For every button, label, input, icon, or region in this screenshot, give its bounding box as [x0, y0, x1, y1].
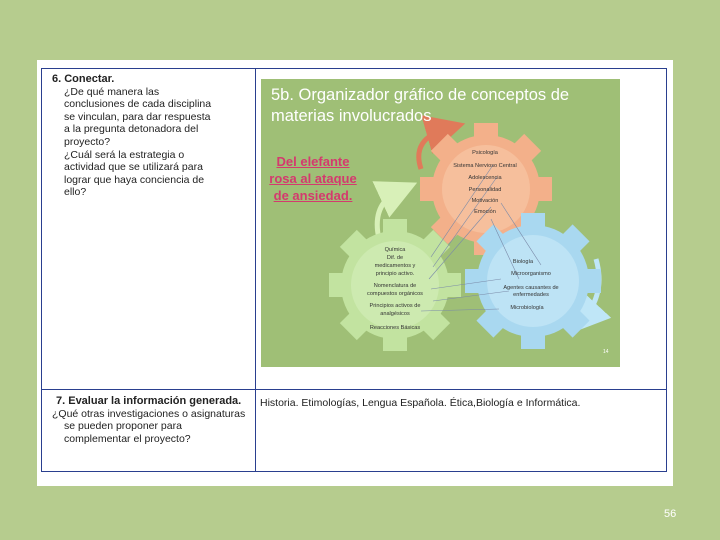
slide-highlight-line: rosa al ataque — [269, 171, 357, 186]
section-6-line: proyecto? — [64, 135, 111, 148]
section-6-line: ello? — [64, 186, 87, 199]
page-number: 56 — [664, 508, 677, 520]
green-gear-label: Química — [384, 247, 406, 253]
section-6-line: ¿De qué manera las — [64, 85, 160, 98]
document-page — [37, 60, 673, 486]
blue-gear-label: enfermedades — [513, 292, 549, 298]
section-6-line: actividad que se utilizará para — [64, 161, 203, 174]
blue-gear-label: Agentes causantes de — [503, 285, 559, 291]
section-6-line: se vinculan, para dar respuesta — [64, 110, 211, 123]
row-divider — [42, 389, 666, 390]
section-6-line: conclusiones de cada disciplina — [64, 98, 212, 111]
green-gear-label: compuestos orgánicos — [367, 291, 423, 297]
section-6-line: lograr que haya conciencia de — [64, 173, 205, 186]
orange-gear-label: Personalidad — [468, 187, 502, 193]
section-6-title: 6. Conectar. — [52, 73, 115, 85]
orange-gear-label: Motivación — [471, 198, 499, 204]
section-6-line: a la pregunta detonadora del — [64, 123, 199, 136]
column-divider — [255, 69, 256, 471]
blue-gear-label: Biología — [512, 259, 534, 265]
green-gear-label: Principios activos de — [369, 303, 421, 309]
slide-number: 14 — [603, 349, 609, 355]
orange-gear-label: Psicología — [472, 150, 498, 156]
blue-gear-label: Microbiología — [510, 305, 544, 311]
slide-highlight-line: Del elefante — [276, 154, 350, 169]
slide-highlight-line: de ansiedad. — [273, 188, 353, 203]
green-gear-label: Dif. de — [386, 255, 404, 261]
section-7-line: complementar el proyecto? — [64, 432, 191, 445]
orange-gear-label: Adolescencia — [468, 175, 502, 181]
slide-title: 5b. Organizador gráfico de conceptos de materias involucrados — [271, 86, 570, 125]
green-gear-label: analgésicos — [380, 311, 410, 317]
embedded-slide — [261, 79, 620, 367]
section-6-cell — [52, 73, 248, 199]
green-gear-label: Nomenclatura de — [373, 283, 417, 289]
green-gear-label: medicamentos y — [374, 263, 416, 269]
orange-gear-label: Sistema Nervioso Central — [453, 163, 517, 169]
blue-gear-label: Microorganismo — [511, 271, 551, 277]
green-gear-label: Reacciones Básicas — [369, 325, 421, 331]
section-7-line: ¿Qué otras investigaciones o asignaturas — [52, 407, 246, 420]
section-7-answer: Historia. Etimologías, Lengua Española. Ética,Biología e Informática. — [260, 397, 581, 409]
section-6-line: ¿Cuál será la estrategia o — [64, 148, 185, 161]
section-7-line: se pueden proponer para — [64, 420, 182, 433]
section-7-cell — [52, 395, 252, 445]
orange-gear-label: Emoción — [474, 209, 496, 215]
green-gear-label: principio activo. — [375, 271, 415, 277]
slide-highlight — [265, 153, 361, 204]
section-7-title: 7. Evaluar la información generada. — [56, 395, 242, 407]
content-table — [41, 68, 667, 472]
